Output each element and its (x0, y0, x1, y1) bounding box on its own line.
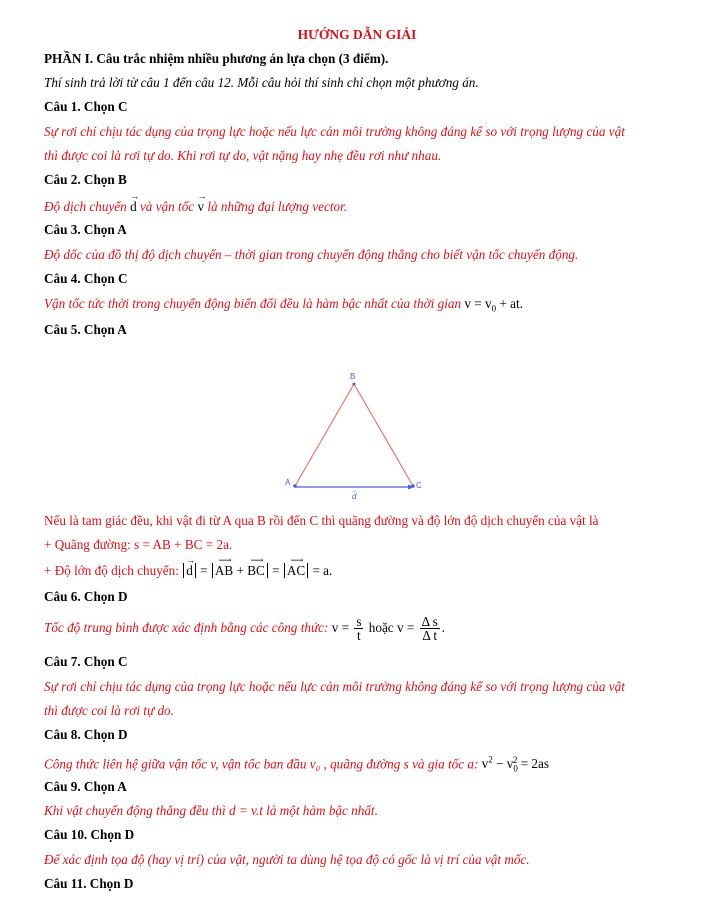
q6-text: Tốc độ trung bình được xác định bằng các công thức: (44, 620, 329, 635)
q2-text-b: và vận tốc (139, 199, 195, 214)
q6-conj: hoặc (368, 620, 394, 635)
q1-label: Câu 1. Chọn C (44, 99, 128, 114)
q6-line1 (44, 614, 445, 642)
triangle-figure (278, 368, 428, 502)
q1-line2: thì được coi là rơi tự do. Khi rơi tự do, vật nặng hay nhẹ đều rơi như nhau. (44, 148, 442, 163)
vertex-a-label: A (285, 478, 291, 487)
q4-label: Câu 4. Chọn C (44, 271, 128, 286)
q8-text: Công thức liên hệ giữa vận tốc v, vận tốc ban đầu v₀ , quãng đường s và gia tốc a: (44, 756, 479, 772)
q10-label: Câu 10. Chọn D (44, 827, 135, 842)
q5-displacement-formula: → d = ⟶ AB + ⟶ BC = ⟶ AC = a. (182, 563, 332, 578)
q4-line1 (44, 296, 523, 317)
q6-formula-1: v = $\frac{s}{t}$ (331, 614, 362, 644)
q4-text: Vận tốc tức thời trong chuyển động biến đổi đều là hàm bậc nhất của thời gian (44, 296, 462, 311)
vector-v-symbol: → v (197, 191, 207, 214)
q4-formula: $v = v_0$ + at. (464, 296, 523, 314)
q8-label: Câu 8. Chọn D (44, 727, 128, 742)
q2-label: Câu 2. Chọn B (44, 172, 127, 187)
part1-heading: PHẦN I. Câu trắc nhiệm nhiều phương án lựa chọn (3 điểm). (44, 51, 389, 66)
page-title: HƯỚNG DẪN GIẢI (297, 27, 417, 42)
vertex-b-dot (353, 383, 356, 386)
q7-line1: Sự rơi chỉ chịu tác dụng của trọng lực hoặc nếu lực cản môi trường không đáng kể so với trọng lượng của vật (44, 679, 625, 694)
q7-label: Câu 7. Chọn C (44, 654, 128, 669)
part1-instruction: Thí sinh trả lời từ câu 1 đến câu 12. Mỗi câu hỏi thí sinh chỉ chọn một phương án. (44, 75, 479, 90)
q2-line1 (44, 191, 348, 215)
q2-text-c: là những đại lượng vector. (207, 199, 348, 214)
q5-distance-formula: s = AB + BC = 2a. (134, 537, 233, 552)
q11-label: Câu 11. Chọn D (44, 876, 134, 891)
vector-d-symbol: → d (130, 191, 140, 214)
q6-label: Câu 6. Chọn D (44, 589, 128, 604)
vector-d-label-arrow: → (351, 488, 357, 494)
q8-formula: $v^2 - v_0^2 = 2as$ (481, 755, 550, 775)
q9-label: Câu 9. Chọn A (44, 779, 127, 794)
vector-d-label: d (352, 492, 357, 501)
vertex-b-label: B (350, 372, 356, 381)
q2-text-a: Độ dịch chuyển (44, 199, 127, 214)
q3-label: Câu 3. Chọn A (44, 222, 127, 237)
q1-line1: Sự rơi chỉ chịu tác dụng của trọng lực hoặc nếu lực cản môi trường không đáng kể so với trọng lượng của vật (44, 124, 625, 139)
vertex-c-label: C (416, 481, 422, 490)
q5-line2: + Quãng đường: s = AB + BC = 2a. (44, 537, 233, 552)
q9-line1: Khi vật chuyển động thẳng đều thì d = v.t là một hàm bậc nhất. (44, 803, 378, 818)
q3-line1: Độ dốc của đồ thị độ dịch chuyển – thời gian trong chuyển động thẳng cho biết vận tốc chuyển động. (44, 247, 579, 262)
q5-label: Câu 5. Chọn A (44, 322, 127, 337)
triangle-side-ab (295, 384, 354, 486)
vertex-a-dot (293, 484, 297, 488)
q8-line1 (44, 752, 549, 777)
triangle-side-bc (354, 384, 413, 486)
q7-line2: thì được coi là rơi tự do. (44, 703, 174, 718)
q5-line1: Nếu là tam giác đều, khi vật đi từ A qua B rồi đến C thì quãng đường và độ lớn độ dịch chuyển của vật là (44, 513, 599, 528)
vertex-c-dot (411, 484, 415, 488)
q10-line1: Để xác định tọa độ (hay vị trí) của vật, người ta dùng hệ tọa độ có gốc là vị trí của vật mốc. (44, 852, 530, 867)
q5-line3: + Độ lớn độ dịch chuyển: → d = ⟶ AB + ⟶ BC = ⟶ AC = a. (44, 555, 333, 578)
q6-formula-2: v = $\frac{\text{Δ s}}{\text{Δ t}}$ . (396, 614, 446, 644)
